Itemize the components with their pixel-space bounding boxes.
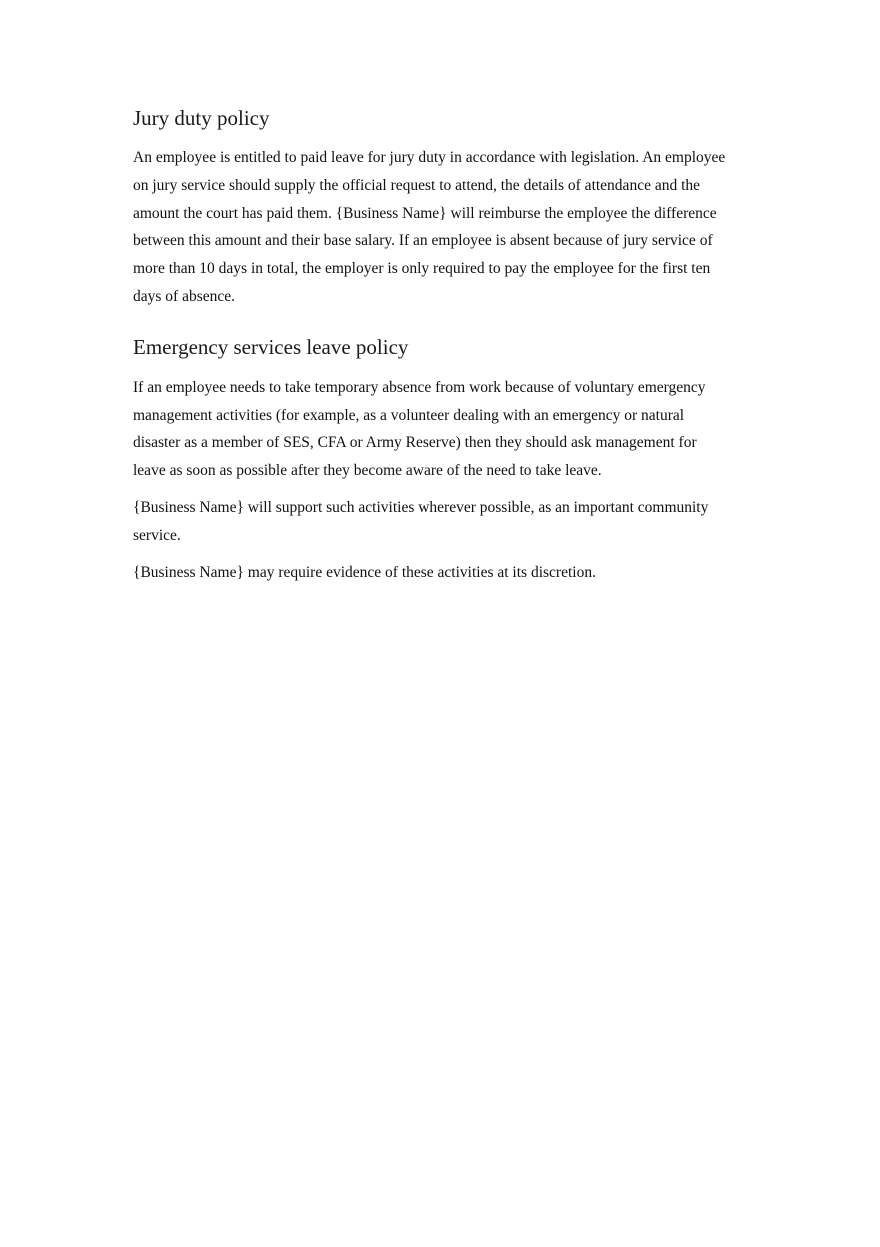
evidence-requirement-paragraph: {Business Name} may require evidence of these activities at its discretion. <box>133 563 596 581</box>
document-page <box>133 104 733 586</box>
emergency-leave-paragraph: If an employee needs to take temporary absence from work because of voluntary emergency management activities (for example, as a volunteer dealing with an emergency or natural disaster as a member of SES, CFA or Army Reserve) then they should ask management for leave as soon as possible after they become aware of the need to take leave. <box>133 378 706 480</box>
emergency-services-heading: Emergency services leave policy <box>133 334 409 359</box>
jury-duty-heading: Jury duty policy <box>133 106 270 130</box>
support-activities-paragraph: {Business Name} will support such activities wherever possible, as an important community service. <box>133 498 709 544</box>
jury-duty-paragraph: An employee is entitled to paid leave for jury duty in accordance with legislation. An employee on jury service should supply the official request to attend, the details of attendance and the amount the court has paid them. {Business Name} will reimburse the employee the difference between this amount and their base salary. If an employee is absent because of jury service of more than 10 days in total, the employer is only required to pay the employee for the first ten days of absence. <box>133 149 726 305</box>
emergency-services-section <box>133 333 733 587</box>
jury-duty-section <box>133 104 733 311</box>
